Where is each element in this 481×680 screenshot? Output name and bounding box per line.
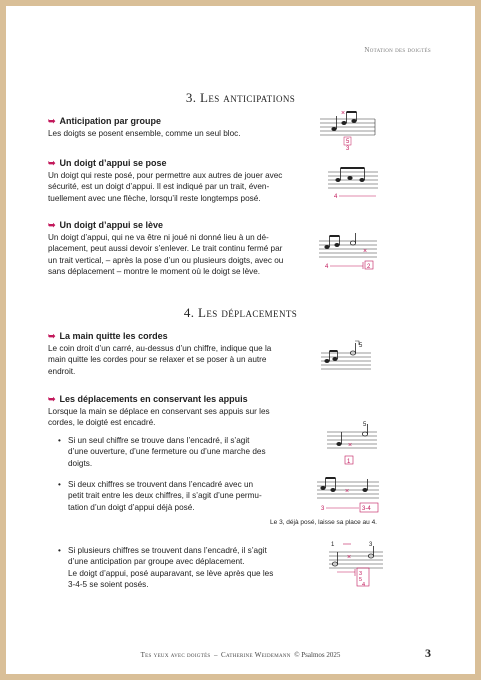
arrow-icon: ➥: [48, 116, 56, 126]
music-example-un-chiffre: [327, 418, 383, 472]
page-footer: [6, 651, 475, 659]
subheading-main-quitte: ➥ La main quitte les cordes: [48, 331, 168, 341]
section-3-title: 3. Les anticipations: [185, 90, 296, 105]
fingering-label: 4: [325, 264, 329, 270]
fingering-label: 4: [334, 194, 338, 200]
bullet-icon: •: [58, 546, 61, 555]
svg-text:×: ×: [345, 488, 350, 495]
section-4-title: 4. Les déplacements: [183, 305, 298, 320]
page: [6, 6, 475, 674]
fingering-label: 3: [369, 542, 373, 548]
fingering-label: 3: [321, 506, 325, 512]
arrow-icon: ➥: [48, 394, 56, 404]
bullet-un-chiffre: • Si un seul chiffre se trouve dans l’encadré, il s’agit d’une ouverture, d’une fermeture ou d’une marche des doigts.: [58, 436, 266, 468]
music-example-main-quitte: [321, 339, 375, 373]
bullet-deux-chiffres: • Si deux chiffres se trouvent dans l’encadré avec un petit trait entre les deux chiffres, il s’agit d’une permu- tation d’un doigt d’appui déjà posé.: [58, 480, 262, 512]
music-example-doigt-pose: [328, 166, 382, 202]
paragraph-main-quitte: Le coin droit d’un carré, au-dessus d’un chiffre, indique que la main quitte les cordes pour se relaxer et se poser à un autre endroit.: [48, 344, 272, 376]
footer-author: Catherine Weidemann: [221, 651, 291, 659]
paragraph-doigt-pose: Un doigt qui reste posé, pour permettre aux autres de jouer avec sécurité, est un doigt d’appui. Il est indiqué par un trait, éven- tuellement avec une flèche, lorsqu’il reste longtemps posé.: [48, 171, 283, 203]
paragraph-deplacements-appuis: Lorsque la main se déplace en conservant ses appuis sur les cordes, le doigté est encadré.: [48, 407, 270, 428]
fingering-label: 1: [347, 459, 351, 465]
footer-copyright: © Psalmos 2025: [294, 651, 341, 659]
fingering-label: 4: [362, 582, 366, 588]
fingering-label: 2: [367, 264, 371, 270]
example-note: Le 3, déjà posé, laisse sa place au 4.: [270, 519, 377, 526]
music-example-deux-chiffres: [317, 476, 383, 516]
svg-text:×: ×: [347, 554, 352, 561]
page-number: 3: [425, 646, 431, 660]
fingering-label: 5: [346, 139, 350, 145]
fingering-label: 5: [359, 343, 363, 349]
svg-text:×: ×: [363, 248, 368, 255]
music-example-plusieurs-chiffres: [329, 538, 389, 590]
subheading-doigt-pose: ➥ Un doigt d’appui se pose: [48, 158, 167, 168]
music-example-doigt-leve: [319, 233, 381, 273]
fingering-label: 3: [359, 571, 363, 577]
running-header: Notation des doigtés: [364, 46, 431, 54]
arrow-icon: ➥: [48, 331, 56, 341]
fingering-label: 5: [363, 422, 367, 428]
arrow-icon: ➥: [48, 158, 56, 168]
subheading-doigt-leve: ➥ Un doigt d’appui se lève: [48, 220, 164, 230]
footer-separator: –: [214, 651, 218, 659]
fingering-label: 5: [359, 577, 363, 583]
bullet-plusieurs-chiffres: • Si plusieurs chiffres se trouvent dans l’encadré, il s’agit d’une anticipation par groupe avec déplacement. Le doigt d’appui, posé auparavant, se lève après que les 3-4-5 se soient posés.: [58, 546, 274, 589]
footer-title: Tes yeux avec doigtés: [140, 651, 211, 659]
fingering-label: 3-4: [362, 506, 371, 512]
paragraph-anticipation-groupe: Les doigts se posent ensemble, comme un seul bloc.: [48, 129, 241, 138]
subheading-deplacements-appuis: ➥ Les déplacements en conservant les appuis: [48, 394, 248, 404]
svg-text:×: ×: [348, 442, 353, 449]
bullet-icon: •: [58, 480, 61, 489]
arrow-icon: ➥: [48, 220, 56, 230]
svg-text:×: ×: [341, 110, 346, 117]
bullet-icon: •: [58, 436, 61, 445]
paragraph-doigt-leve: Un doigt d’appui, qui ne va être ni joué ni donné lieu à un dé- placement, peut aussi devoir s’enlever. Le trait continu fermé par un trait vertical, – après la pose d’un ou plusieurs doigts, avec ou sans déplacement – montre le moment où le doigt se lève.: [48, 233, 284, 276]
music-example-anticipation-groupe: [320, 107, 380, 153]
subheading-anticipation-groupe: ➥ Anticipation par groupe: [48, 116, 162, 126]
fingering-label: 1: [331, 542, 335, 548]
fingering-label: 3: [346, 146, 350, 152]
